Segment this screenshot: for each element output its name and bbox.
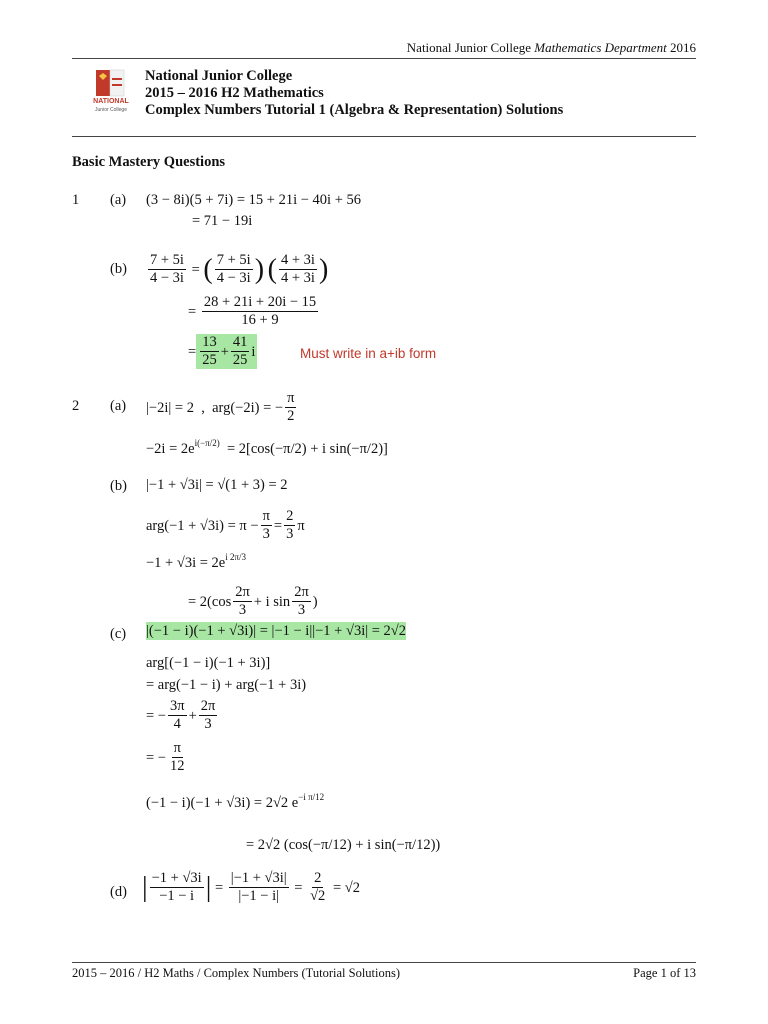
q2-part-b-label: (b)	[110, 478, 127, 494]
logo-text: NATIONAL	[93, 98, 129, 105]
q2-part-c-label: (c)	[110, 626, 127, 642]
header-institution: National Junior College	[406, 40, 531, 55]
q2a-line2: $-2i = 2e^{i(-\pi/2)} = 2[\cos(-\pi/2) + i$ sin(−π/2)]	[146, 438, 388, 457]
q2a-line1: |−2i| = 2 , arg(−2i) = − $\frac{\pi}{2}$	[146, 390, 295, 424]
q1b-answer-highlight: $\frac{13}{25}$ + $\frac{41}{25}$ i	[196, 334, 257, 369]
q2b-line4: = 2(cos $\frac{2\pi}{3}$ + i sin $\frac{2\pi}{3}$ )	[188, 584, 318, 618]
title-rule	[72, 136, 696, 137]
q1a-line2: = 71 − 19i	[192, 213, 253, 229]
q2c-line7: = 2√2 (cos(−π/12) + i sin(−π/12))	[246, 837, 441, 853]
q2c-line1: |(−1 − i)(−1 + √3i)| = |−1 − i||−1 + √3i| = 2√2	[146, 623, 407, 639]
q2b-line3: $-1 + √3i = 2e^{i 2\pi/3}$	[146, 552, 247, 571]
question-2-number: 2	[72, 398, 80, 414]
q2b-line1: |−1 + √3i| = √(1 + 3) = 2	[146, 477, 288, 493]
header-year: 2016	[670, 40, 696, 55]
question-1-number: 1	[72, 192, 80, 208]
q2b-line2: arg(−1 + √3i) = π − $\frac{\pi}{3}$ = $\frac{2}{3}$ π	[146, 508, 305, 542]
q1-part-a-label: (a)	[110, 192, 127, 208]
q1b-line3: = $\frac{13}{25}$ + $\frac{41}{25}$ i	[188, 334, 256, 368]
q2d-line1: | $\frac{-1 + √3i}{-1 - i}$ | = $\frac{|-1 + √3i|}{|-1 - i|}$ = $\frac{2}{√2}$ = √2	[142, 870, 360, 904]
q1b-conjugate: $\frac{4 + 3i}{4 + 3i}$	[280, 252, 315, 286]
q2c-line2: arg[(−1 − i)(−1 + 3i)]	[146, 655, 271, 671]
title-line2: 2015 – 2016 H2 Mathematics	[145, 85, 324, 101]
header-rule	[72, 58, 696, 59]
title-block	[145, 68, 563, 119]
q1b-fraction: $\frac{7 + 5i}{4 - 3i}$	[150, 252, 184, 286]
footer-rule	[72, 962, 696, 963]
college-logo	[92, 68, 130, 118]
q1b-step2-fraction: $\frac{28 + 21i + 20i - 15}{16 + 9}$	[203, 294, 317, 328]
footer-left: 2015 – 2016 / H2 Maths / Complex Numbers (Tutorial Solutions)	[72, 966, 401, 980]
q1b-line2: = $\frac{28 + 21i + 20i - 15}{16 + 9}$	[188, 294, 317, 328]
page-number: Page 1 of 13	[633, 966, 696, 980]
header-dept: Mathematics Department	[534, 40, 667, 55]
q2c-line5: = − $\frac{\pi}{12}$	[146, 740, 185, 774]
q2c-line6: (−1 − i)(−1 + √3i) = 2√2 $e^{-i \pi/12}$	[146, 792, 325, 811]
title-line1: National Junior College	[145, 68, 293, 84]
logo-subtext: Junior College	[95, 107, 127, 113]
running-header	[407, 40, 696, 56]
q2c-line4: = − $\frac{3\pi}{4}$ + $\frac{2\pi}{3}$	[146, 698, 216, 732]
q1-part-b-label: (b)	[110, 261, 127, 277]
q1a-line1: (3 − 8i)(5 + 7i) = 15 + 21i − 40i + 56	[146, 192, 361, 208]
q2-part-a-label: (a)	[110, 398, 127, 414]
title-line3: Complex Numbers Tutorial 1 (Algebra & Representation) Solutions	[145, 102, 564, 118]
q1b-fraction-copy: $\frac{7 + 5i}{4 - 3i}$	[216, 252, 251, 286]
q1b-line1: $\frac{7 + 5i}{4 - 3i}$ = ( $\frac{7 + 5i}{4 - 3i}$ ) ( $\frac{4 + 3i}{4 + 3i}$ )	[150, 252, 329, 286]
q2c-line3: = arg(−1 − i) + arg(−1 + 3i)	[146, 677, 307, 693]
section-heading: Basic Mastery Questions	[72, 154, 226, 170]
q2-part-d-label: (d)	[110, 884, 127, 900]
teacher-note: Must write in a+ib form	[300, 346, 437, 361]
